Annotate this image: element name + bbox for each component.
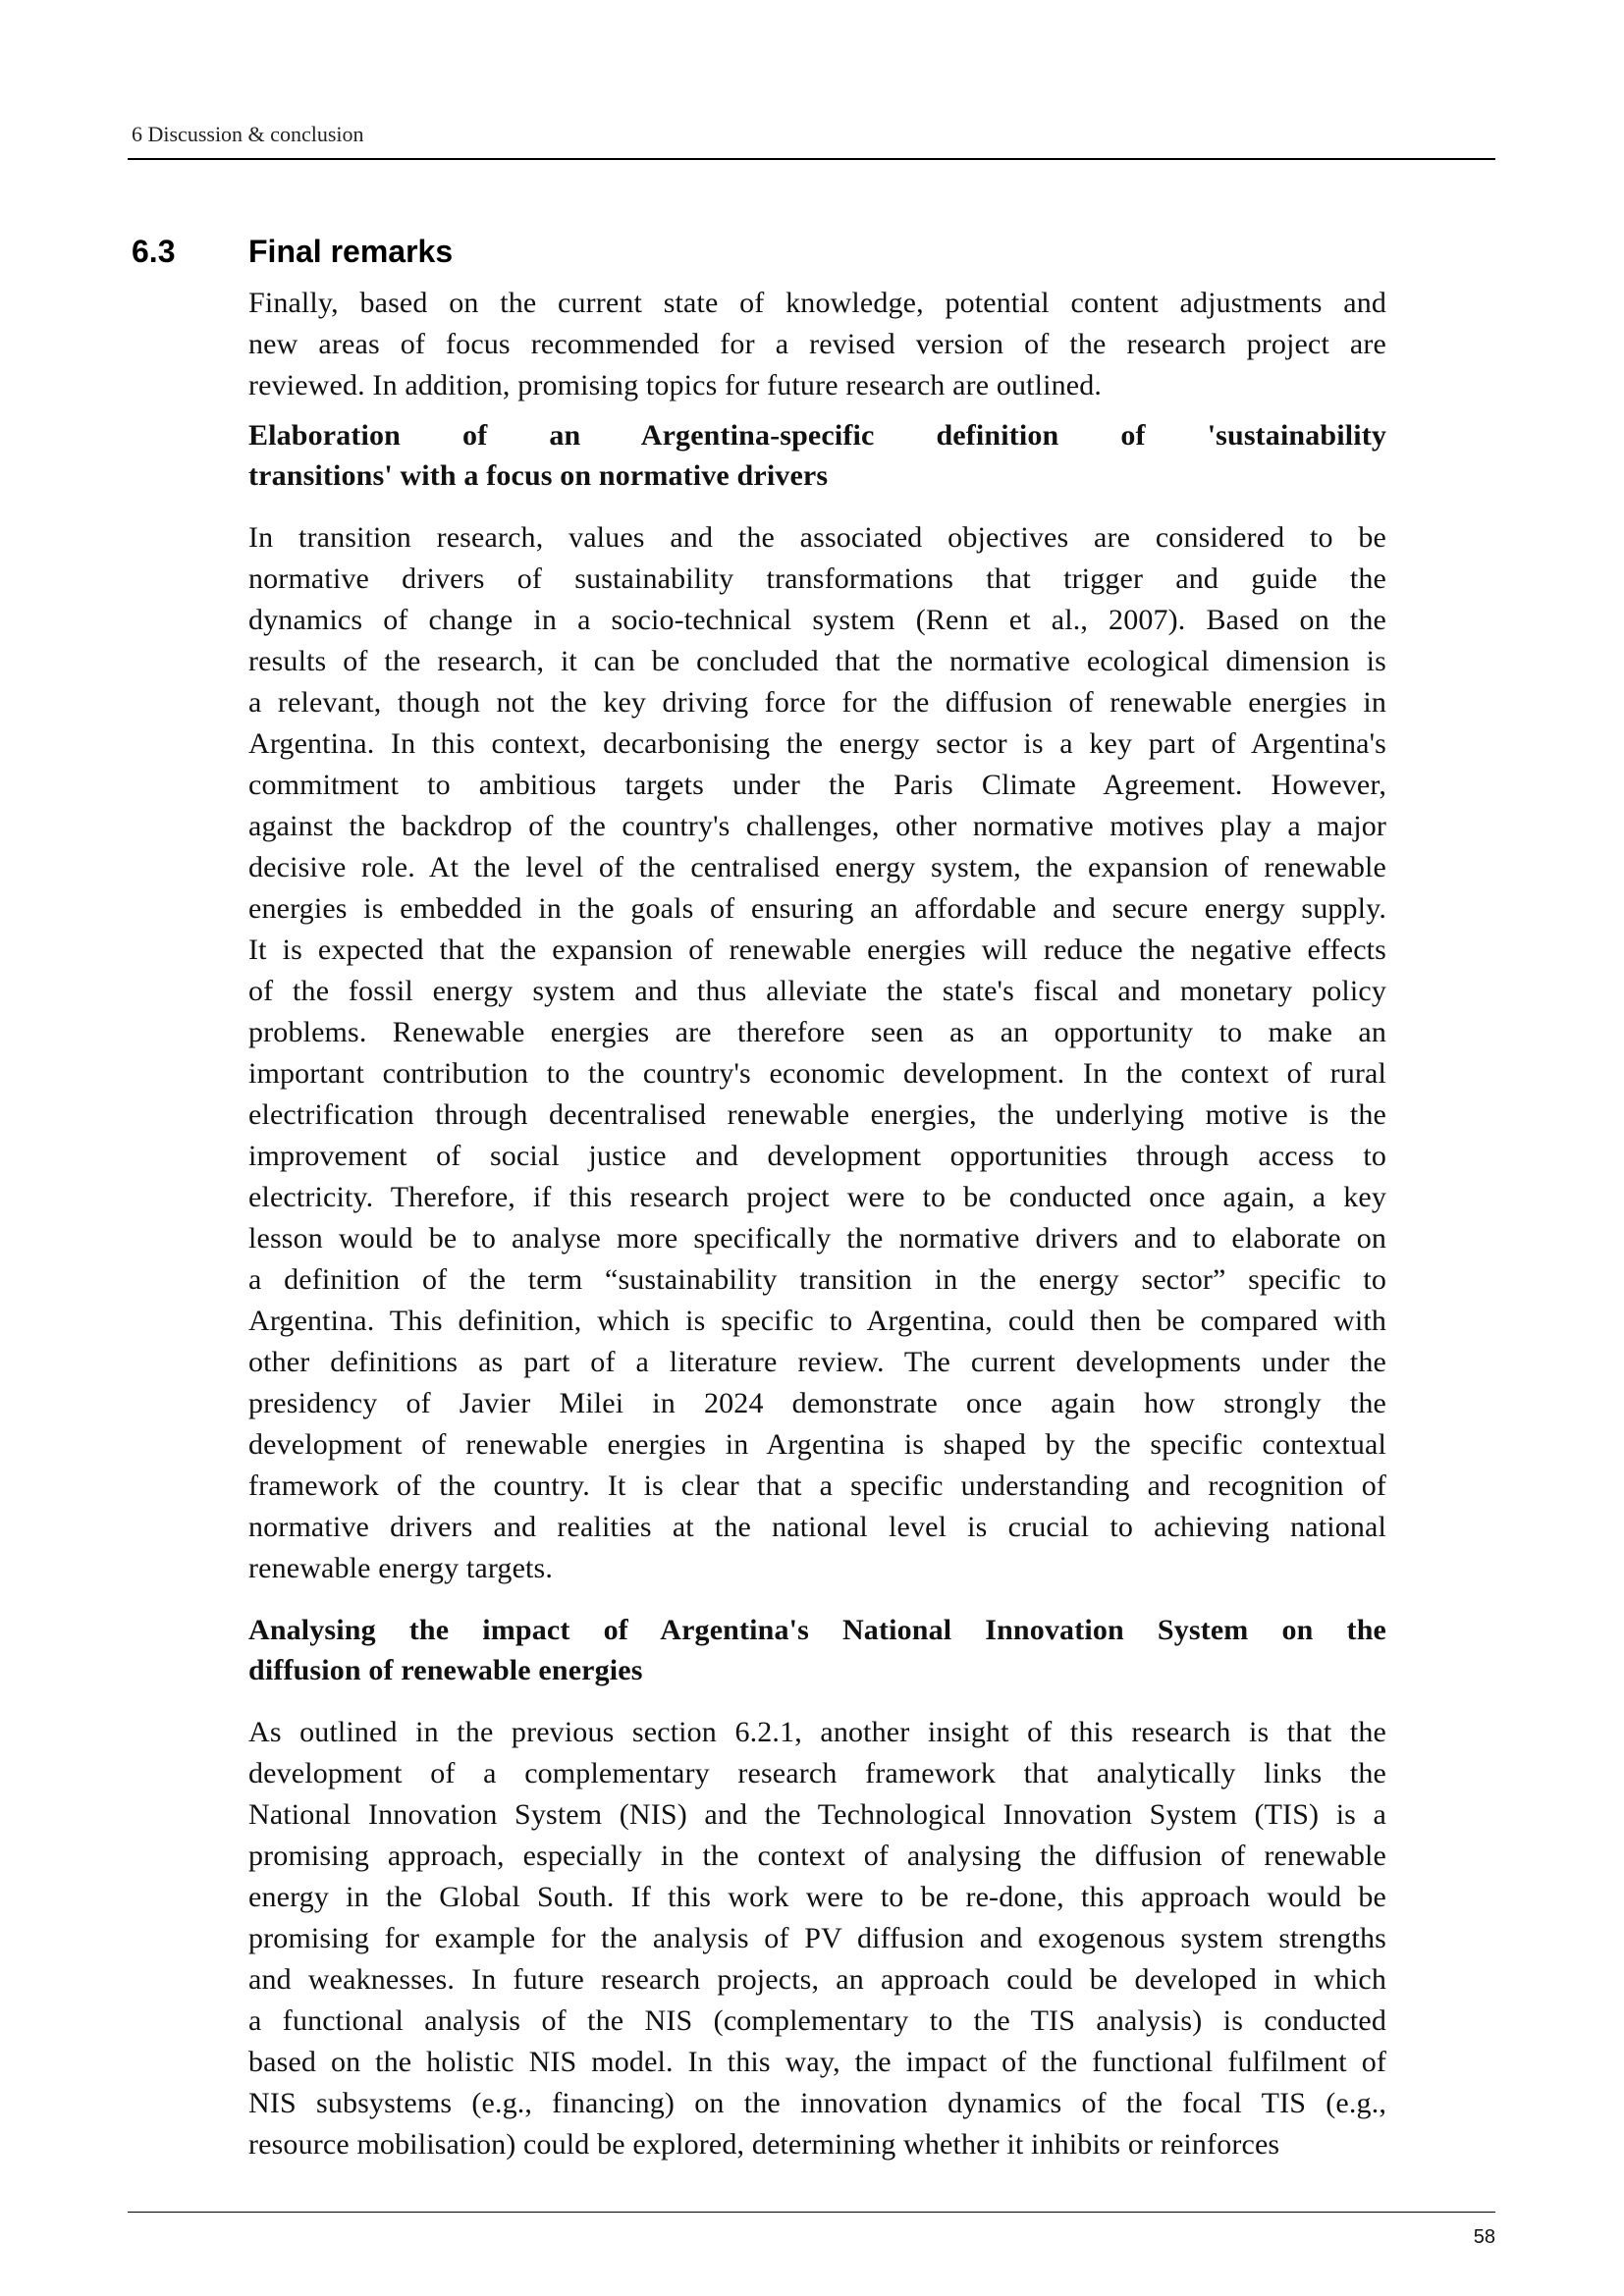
text-line: As outlined in the previous section 6.2.1, another insight of this research is that the: [248, 1716, 1386, 1748]
page-number: 58: [1473, 2226, 1495, 2248]
text-line: new areas of focus recommended for a revised version of the research project are: [248, 328, 1386, 360]
header-rule: [128, 158, 1495, 160]
footer-rule: [128, 2212, 1495, 2213]
text-line: based on the holistic NIS model. In this way, the impact of the functional fulfilment of: [248, 2046, 1386, 2078]
text-line: NIS subsystems (e.g., financing) on the innovation dynamics of the focal TIS (e.g.,: [248, 2087, 1386, 2119]
text-line: resource mobilisation) could be explored, determining whether it inhibits or reinforces: [248, 2128, 1280, 2161]
text-line: and weaknesses. In future research projects, an approach could be developed in which: [248, 1963, 1386, 1996]
text-line: development of a complementary research framework that analytically links the: [248, 1757, 1386, 1789]
text-line: diffusion of renewable energies: [248, 1654, 643, 1686]
text-line: a relevant, though not the key driving force for the diffusion of renewable energies in: [248, 686, 1386, 719]
text-line: electrification through decentralised renewable energies, the underlying motive is the: [248, 1098, 1386, 1131]
text-line: It is expected that the expansion of renewable energies will reduce the negative effects: [248, 934, 1386, 966]
text-line: energy in the Global South. If this work were to be re-done, this approach would be: [248, 1881, 1386, 1913]
text-line: energies is embedded in the goals of ensuring an affordable and secure energy supply.: [248, 892, 1386, 925]
text-line: Argentina. This definition, which is specific to Argentina, could then be compared with: [248, 1305, 1386, 1337]
text-line: promising approach, especially in the context of analysing the diffusion of renewable: [248, 1840, 1386, 1872]
text-line: against the backdrop of the country's challenges, other normative motives play a major: [248, 810, 1386, 842]
text-line: problems. Renewable energies are therefore seen as an opportunity to make an: [248, 1016, 1386, 1048]
text-line: other definitions as part of a literature review. The current developments under the: [248, 1346, 1386, 1378]
running-head: 6 Discussion & conclusion: [132, 122, 364, 146]
text-line: of the fossil energy system and thus alleviate the state's fiscal and monetary policy: [248, 975, 1386, 1007]
text-line: reviewed. In addition, promising topics for future research are outlined.: [248, 369, 1102, 401]
section-title: Final remarks: [248, 234, 454, 269]
text-line: normative drivers of sustainability transformations that trigger and guide the: [248, 562, 1386, 595]
text-line: promising for example for the analysis of PV diffusion and exogenous system strengths: [248, 1922, 1386, 1954]
text-line: electricity. Therefore, if this research project were to be conducted once again, a key: [248, 1181, 1386, 1213]
text-line: commitment to ambitious targets under the Paris Climate Agreement. However,: [248, 769, 1386, 801]
text-line: Analysing the impact of Argentina's National Innovation System on the: [248, 1614, 1386, 1646]
text-line: a functional analysis of the NIS (complementary to the TIS analysis) is conducted: [248, 2004, 1386, 2037]
text-line: transitions' with a focus on normative drivers: [248, 459, 829, 492]
subsection-heading-normative-drivers: [248, 415, 1386, 496]
text-line: Elaboration of an Argentina-specific definition of 'sustainability: [248, 419, 1386, 452]
text-line: renewable energy targets.: [248, 1552, 554, 1584]
text-line: dynamics of change in a socio-technical system (Renn et al., 2007). Based on the: [248, 604, 1386, 636]
text-line: In transition research, values and the associated objectives are considered to be: [248, 521, 1386, 554]
text-line: presidency of Javier Milei in 2024 demonstrate once again how strongly the: [248, 1387, 1386, 1419]
text-line: development of renewable energies in Argentina is shaped by the specific contextual: [248, 1428, 1386, 1461]
text-line: lesson would be to analyse more specifically the normative drivers and to elaborate on: [248, 1222, 1386, 1255]
text-line: results of the research, it can be concluded that the normative ecological dimension is: [248, 645, 1386, 677]
text-line: National Innovation System (NIS) and the Technological Innovation System (TIS) is a: [248, 1798, 1386, 1831]
section-number: 6.3: [132, 234, 176, 269]
subsection-heading-national-innovation-system: [248, 1610, 1386, 1690]
paragraph-normative-drivers: [248, 517, 1386, 1589]
text-line: framework of the country. It is clear that a specific understanding and recognition of: [248, 1469, 1386, 1502]
text-line: Finally, based on the current state of knowledge, potential content adjustments and: [248, 287, 1386, 319]
paragraph-national-innovation-system: [248, 1712, 1386, 2165]
text-line: Argentina. In this context, decarbonising the energy sector is a key part of Argentina's: [248, 727, 1386, 760]
text-line: improvement of social justice and development opportunities through access to: [248, 1140, 1386, 1172]
text-line: a definition of the term “sustainability transition in the energy sector” specific to: [248, 1263, 1386, 1296]
text-line: normative drivers and realities at the national level is crucial to achieving national: [248, 1511, 1386, 1543]
intro-paragraph: [248, 283, 1386, 406]
text-line: decisive role. At the level of the centralised energy system, the expansion of renewable: [248, 851, 1386, 883]
text-line: important contribution to the country's economic development. In the context of rural: [248, 1057, 1386, 1090]
